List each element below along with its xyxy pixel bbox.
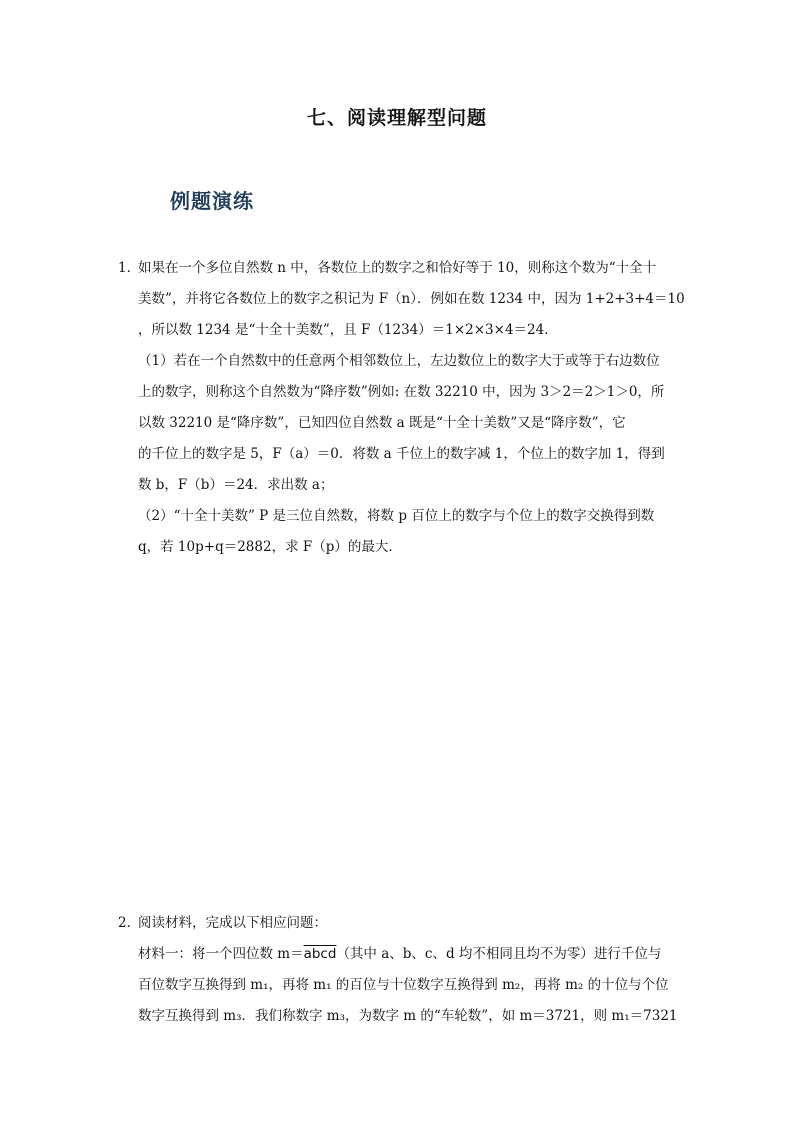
- problem-2-line: 材料一：将一个四位数 m＝abcd（其中 a、b、c、d 均不相同且均不为零）进行千位与: [138, 946, 662, 962]
- problem-1: [118, 253, 685, 563]
- problem-1-line: 的千位上的数字是 5，F（a）＝0．将数 a 千位上的数字减 1，个位上的数字加 1，得到: [138, 446, 665, 462]
- problem-1-line: 美数”，并将它各数位上的数字之积记为 F（n）．例如在数 1234 中，因为 1+2+3+4＝10: [138, 291, 685, 307]
- problem-1-line: 1．如果在一个多位自然数 n 中，各数位上的数字之和恰好等于 10，则称这个数为“十全十: [118, 253, 678, 284]
- problem-1-line: 数 b，F（b）＝24．求出数 a；: [138, 477, 334, 493]
- overlined-number: abcd: [303, 946, 337, 962]
- problem-1-line: ，所以数 1234 是“十全十美数”，且 F（1234）＝1×2×3×4＝24．: [138, 322, 558, 338]
- problem-1-line: 以数 32210 是“降序数”，已知四位自然数 a 既是“十全十美数”又是“降序数”，它: [138, 415, 626, 431]
- problem-2-line: 数字互换得到 m₃．我们称数字 m₃，为数字 m 的“车轮数”，如 m＝3721，则 m₁＝7321: [138, 1008, 678, 1024]
- section-heading: 例题演练: [170, 189, 254, 213]
- problem-2: [118, 908, 678, 1032]
- problem-2-line: 百位数字互换得到 m₁，再将 m₁ 的百位与十位数字互换得到 m₂，再将 m₂ 的十位与个位: [138, 977, 669, 993]
- problem-number: 1．: [118, 260, 141, 276]
- problem-1-line: （1）若在一个自然数中的任意两个相邻数位上，左边数位上的数字大于或等于右边数位: [138, 353, 660, 369]
- problem-1-line: （2）“十全十美数” P 是三位自然数，将数 p 百位上的数字与个位上的数字交换得到数: [138, 508, 655, 524]
- problem-1-line: 上的数字，则称这个自然数为“降序数”例如: 在数 32210 中，因为 3＞2＝2＞1＞0，所: [138, 384, 665, 400]
- problem-2-line: 2．阅读材料，完成以下相应问题：: [118, 908, 678, 939]
- problem-1-line: q，若 10p+q＝2882，求 F（p）的最大．: [138, 539, 402, 555]
- page-title: 七、阅读理解型问题: [306, 107, 487, 129]
- problem-number: 2．: [118, 915, 141, 931]
